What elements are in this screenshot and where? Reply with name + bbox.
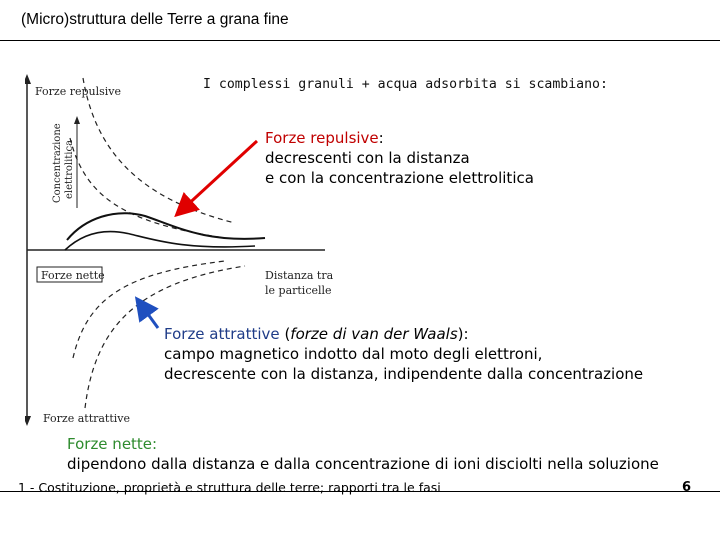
figure-label-repulsive: Forze repulsive <box>35 85 122 98</box>
figure-label-concentration-2: elettrolitica <box>64 139 75 199</box>
attractive-label: Forze attrattive <box>164 325 280 343</box>
figure-label-distance-1: Distanza tra <box>265 269 334 282</box>
attractive-paren-open: ( <box>279 325 291 343</box>
attractive-paren-italic: forze di van der Waals <box>290 325 458 343</box>
figure-label-distance-2: le particelle <box>265 284 332 297</box>
slide-title: (Micro)struttura delle Terre a grana fine <box>21 11 289 28</box>
title-divider <box>0 40 720 41</box>
net-line-1: dipendono dalla distanza e dalla concentrazione di ioni disciolti nella soluzione <box>67 455 659 473</box>
net-curve-1 <box>67 213 265 240</box>
repulsive-line-2: e con la concentrazione elettrolitica <box>265 169 534 187</box>
footer-text: 1 - Costituzione, proprietà e struttura delle terre; rapporti tra le fasi <box>18 480 441 495</box>
figure-label-concentration-1: Concentrazione <box>52 123 63 203</box>
figure-label-net: Forze nette <box>41 269 105 282</box>
net-label: Forze nette: <box>67 435 158 453</box>
repulsive-description <box>265 128 534 188</box>
repulsive-curve-high <box>70 138 225 238</box>
attractive-paren-close: ): <box>457 325 469 343</box>
intro-text: I complessi granuli + acqua adsorbita si scambiano: <box>203 77 608 92</box>
net-curve-2 <box>65 232 255 250</box>
vertical-axis-arrow-top <box>25 74 31 84</box>
attractive-description <box>164 324 643 384</box>
vertical-axis-arrow-bottom <box>25 416 31 426</box>
net-description <box>67 434 659 474</box>
repulsive-curve-low <box>83 78 235 223</box>
repulsive-label: Forze repulsive <box>265 129 379 147</box>
page-number: 6 <box>682 480 692 495</box>
attractive-line-2: decrescente con la distanza, indipendente dalla concentrazione <box>164 365 644 383</box>
repulsive-colon: : <box>378 129 384 147</box>
attractive-line-1: campo magnetico indotto dal moto degli elettroni, <box>164 345 543 363</box>
figure-label-attractive: Forze attrattive <box>43 412 131 425</box>
repulsive-line-1: decrescenti con la distanza <box>265 149 470 167</box>
